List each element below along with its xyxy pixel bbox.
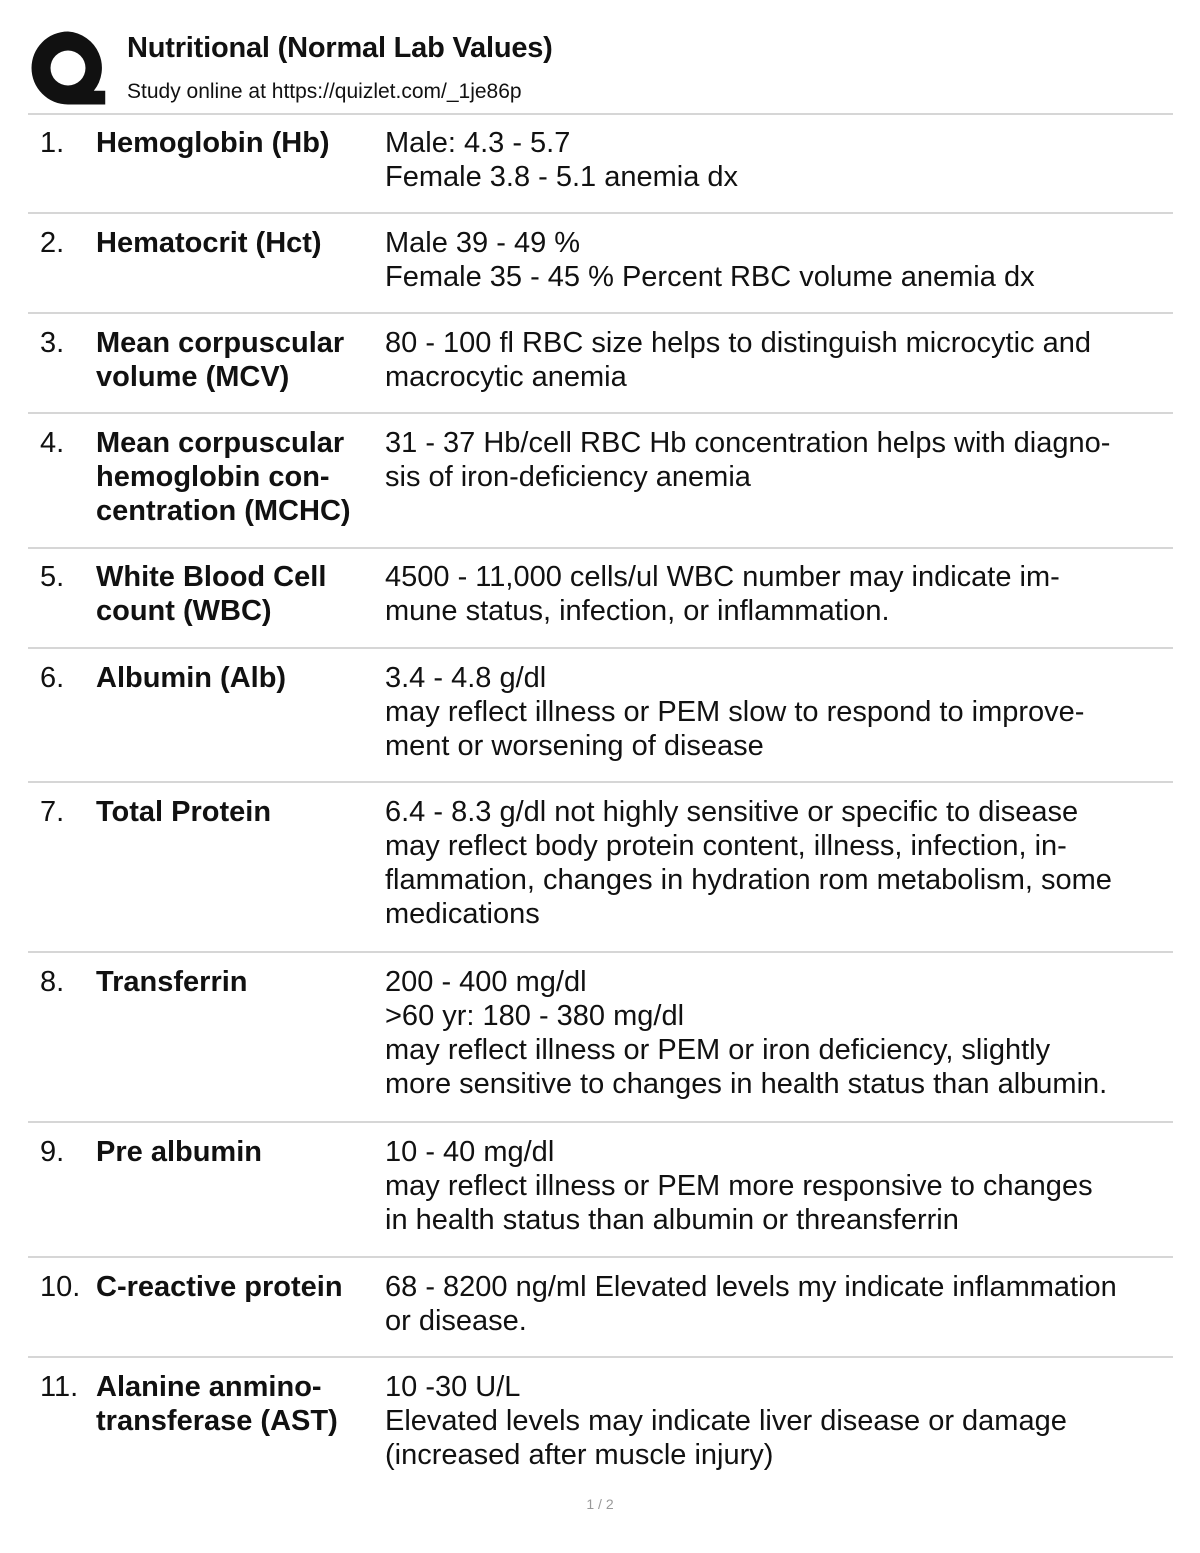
definition-line: Female 35 - 45 % Percent RBC volume anemia dx (385, 261, 1035, 293)
term-line: Hematocrit (Hct) (96, 227, 322, 259)
card-term (96, 426, 388, 528)
divider (28, 647, 1173, 649)
card-definition (385, 226, 1175, 294)
card-term (96, 326, 388, 394)
card-term (96, 560, 388, 628)
definition-line: 31 - 37 Hb/cell RBC Hb concentration helps with diagno- (385, 427, 1111, 459)
card-definition (385, 795, 1175, 931)
definition-line: macrocytic anemia (385, 361, 627, 393)
definition-line: 80 - 100 fl RBC size helps to distinguish microcytic and (385, 327, 1091, 359)
term-line: C-reactive protein (96, 1271, 343, 1303)
card-definition (385, 126, 1175, 194)
definition-line: or disease. (385, 1305, 527, 1337)
definition-line: medications (385, 898, 540, 930)
definition-line: Elevated levels may indicate liver disease or damage (385, 1405, 1067, 1437)
divider (28, 212, 1173, 214)
card-definition (385, 426, 1175, 494)
card-term (96, 661, 388, 695)
term-line: Transferrin (96, 966, 248, 998)
card-number: 4. (40, 427, 65, 459)
definition-line: may reflect illness or PEM or iron deficiency, slightly (385, 1034, 1051, 1066)
definition-line: may reflect illness or PEM slow to respond to improve- (385, 696, 1085, 728)
divider (28, 1356, 1173, 1358)
card-term (96, 1270, 388, 1304)
card-term (96, 795, 388, 829)
card-definition (385, 560, 1175, 628)
definition-line: more sensitive to changes in health status than albumin. (385, 1068, 1108, 1100)
definition-line: Male 39 - 49 % (385, 227, 581, 259)
definition-line: 4500 - 11,000 cells/ul WBC number may indicate im- (385, 561, 1060, 593)
term-line: Mean corpuscular (96, 327, 345, 359)
term-line: transferase (AST) (96, 1405, 338, 1437)
term-line: Mean corpuscular (96, 427, 345, 459)
card-number: 7. (40, 796, 65, 828)
divider (28, 547, 1173, 549)
card-definition (385, 1135, 1175, 1237)
term-line: Pre albumin (96, 1136, 262, 1168)
definition-line: (increased after muscle injury) (385, 1439, 774, 1471)
study-online-link[interactable]: Study online at https://quizlet.com/_1je86p (127, 80, 522, 103)
card-number: 10. (40, 1271, 81, 1303)
card-definition (385, 1370, 1175, 1472)
card-definition (385, 965, 1175, 1101)
card-number: 8. (40, 966, 65, 998)
card-definition (385, 661, 1175, 763)
definition-line: flammation, changes in hydration rom metabolism, some (385, 864, 1112, 896)
card-term (96, 1135, 388, 1169)
card-term (96, 126, 388, 160)
term-line: Hemoglobin (Hb) (96, 127, 330, 159)
divider (28, 1256, 1173, 1258)
term-line: count (WBC) (96, 595, 272, 627)
card-definition (385, 1270, 1175, 1338)
definition-line: 6.4 - 8.3 g/dl not highly sensitive or specific to disease (385, 796, 1079, 828)
term-line: hemoglobin con- (96, 461, 330, 493)
term-line: White Blood Cell (96, 561, 327, 593)
definition-line: sis of iron-deficiency anemia (385, 461, 751, 493)
definition-line: 68 - 8200 ng/ml Elevated levels my indicate inflammation (385, 1271, 1117, 1303)
page-title: Nutritional (Normal Lab Values) (127, 32, 553, 64)
definition-line: 10 - 40 mg/dl (385, 1136, 555, 1168)
page-header (28, 26, 1173, 110)
definition-line: may reflect illness or PEM more responsive to changes (385, 1170, 1093, 1202)
card-term (96, 1370, 388, 1438)
definition-line: Female 3.8 - 5.1 anemia dx (385, 161, 739, 193)
definition-line: 200 - 400 mg/dl (385, 966, 587, 998)
definition-line: 10 -30 U/L (385, 1371, 521, 1403)
card-number: 2. (40, 227, 65, 259)
card-number: 3. (40, 327, 65, 359)
term-line: Alanine anmino- (96, 1371, 322, 1403)
quizlet-q-logo-icon (30, 30, 106, 106)
term-line: centration (MCHC) (96, 495, 351, 527)
page-number: 1 / 2 (586, 1496, 614, 1512)
card-definition (385, 326, 1175, 394)
divider (28, 113, 1173, 115)
term-line: Albumin (Alb) (96, 662, 287, 694)
term-line: volume (MCV) (96, 361, 290, 393)
card-number: 9. (40, 1136, 65, 1168)
definition-line: in health status than albumin or threansferrin (385, 1204, 959, 1236)
divider (28, 312, 1173, 314)
card-number: 1. (40, 127, 65, 159)
card-term (96, 226, 388, 260)
divider (28, 412, 1173, 414)
definition-line: >60 yr: 180 - 380 mg/dl (385, 1000, 685, 1032)
definition-line: ment or worsening of disease (385, 730, 764, 762)
divider (28, 951, 1173, 953)
definition-line: may reflect body protein content, illness, infection, in- (385, 830, 1067, 862)
card-number: 5. (40, 561, 65, 593)
term-line: Total Protein (96, 796, 272, 828)
definition-line: mune status, infection, or inflammation. (385, 595, 890, 627)
card-number: 6. (40, 662, 65, 694)
card-number: 11. (40, 1371, 79, 1403)
definition-line: Male: 4.3 - 5.7 (385, 127, 571, 159)
divider (28, 1121, 1173, 1123)
card-term (96, 965, 388, 999)
definition-line: 3.4 - 4.8 g/dl (385, 662, 547, 694)
divider (28, 781, 1173, 783)
